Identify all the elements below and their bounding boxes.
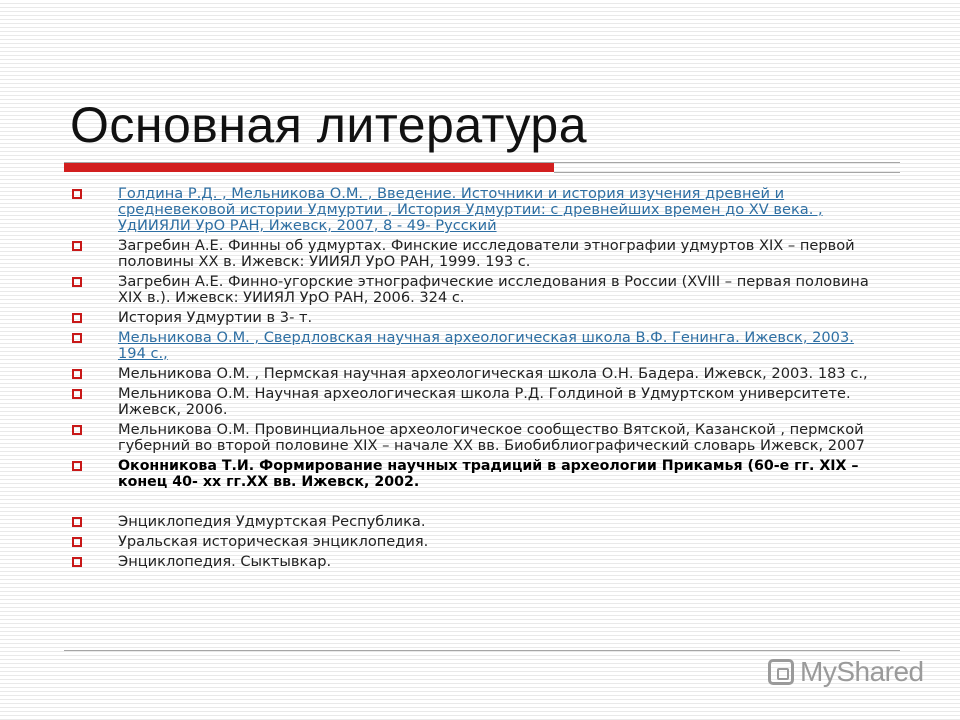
reference-list bbox=[72, 186, 872, 574]
reference-text: Мельникова О.М. , Пермская научная археологическая школа О.Н. Бадера. Ижевск, 2003. 183 с., bbox=[118, 365, 868, 382]
reference-item bbox=[72, 238, 872, 270]
reference-text: История Удмуртии в 3- т. bbox=[118, 309, 313, 326]
reference-item bbox=[72, 534, 872, 550]
square-bullet-icon bbox=[72, 425, 82, 435]
square-bullet-icon bbox=[72, 241, 82, 251]
myshared-logo-icon bbox=[768, 659, 794, 685]
reference-item bbox=[72, 554, 872, 570]
reference-link[interactable]: Мельникова О.М. , Свердловская научная археологическая школа В.Ф. Генинга. Ижевск, 2003. 194 с., bbox=[118, 329, 854, 362]
reference-item bbox=[72, 458, 872, 490]
square-bullet-icon bbox=[72, 313, 82, 323]
watermark-text: MyShared bbox=[800, 656, 924, 687]
reference-text: Энциклопедия. Сыктывкар. bbox=[118, 553, 332, 570]
reference-text: Загребин А.Е. Финно-угорские этнографические исследования в России (XVIII – первая половина XIX в.). Ижевск: УИИЯЛ УрО РАН, 2006. 324 с. bbox=[118, 273, 869, 306]
reference-text: Энциклопедия Удмуртская Республика. bbox=[118, 513, 426, 530]
watermark bbox=[768, 656, 924, 688]
title-divider-line-lower bbox=[554, 172, 900, 173]
reference-link[interactable]: Голдина Р.Д. , Мельникова О.М. , Введение. Источники и история изучения древней и средневековой истории Удмуртии , История Удмуртии: с древнейших времен до XV века. , УдИИЯЛИ УрО РАН, Ижевск, 2007, 8 - 49- Русский bbox=[118, 185, 823, 234]
reference-item bbox=[72, 386, 872, 418]
reference-item bbox=[72, 310, 872, 326]
reference-item bbox=[72, 366, 872, 382]
reference-text: Оконникова Т.И. Формирование научных традиций в археологии Прикамья (60-е гг. XIX – конец 40- хх гг.ХХ вв. Ижевск, 2002. bbox=[118, 458, 859, 490]
reference-item[interactable] bbox=[72, 330, 872, 362]
reference-text: Мельникова О.М. Провинциальное археологическое сообщество Вятской, Казанской , пермской губерний во второй половине XIX – начале ХХ вв. Биобиблиографический словарь Ижевск, 2007 bbox=[118, 421, 865, 454]
reference-item bbox=[72, 514, 872, 530]
title-accent-bar bbox=[64, 163, 554, 172]
slide-title: Основная литература bbox=[70, 97, 588, 153]
reference-item bbox=[72, 274, 872, 306]
square-bullet-icon bbox=[72, 461, 82, 471]
square-bullet-icon bbox=[72, 517, 82, 527]
reference-text: Мельникова О.М. Научная археологическая школа Р.Д. Голдиной в Удмуртском университете. Ижевск, 2006. bbox=[118, 385, 851, 418]
square-bullet-icon bbox=[72, 557, 82, 567]
square-bullet-icon bbox=[72, 369, 82, 379]
square-bullet-icon bbox=[72, 389, 82, 399]
reference-item[interactable] bbox=[72, 186, 872, 234]
square-bullet-icon bbox=[72, 537, 82, 547]
reference-item bbox=[72, 422, 872, 454]
footer-divider-line bbox=[64, 650, 900, 651]
reference-text: Уральская историческая энциклопедия. bbox=[118, 533, 429, 550]
square-bullet-icon bbox=[72, 189, 82, 199]
square-bullet-icon bbox=[72, 277, 82, 287]
reference-text: Загребин А.Е. Финны об удмуртах. Финские исследователи этнографии удмуртов XIX – первой половины ХХ в. Ижевск: УИИЯЛ УрО РАН, 1999. 193 с. bbox=[118, 237, 855, 270]
square-bullet-icon bbox=[72, 333, 82, 343]
